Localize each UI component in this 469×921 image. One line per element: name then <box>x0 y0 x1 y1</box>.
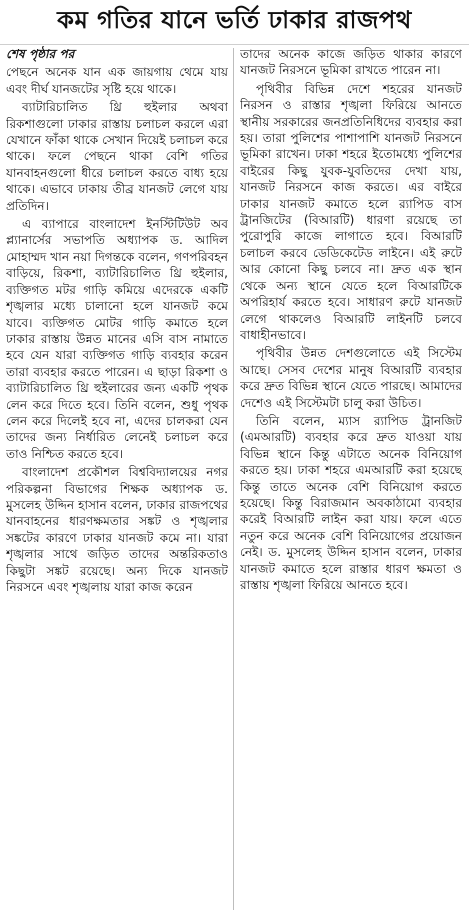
article-paragraph: এ ব্যাপারে বাংলাদেশ ইনস্টিটিউট অব প্ল্যানার্সের সভাপতি অধ্যাপক ড. আদিল মোহাম্মদ খান নয়া দিগন্তকে বলেন, গণপরিবহন বাড়িয়ে, রিকশা, ব্যাটারিচালিত থ্রি হুইলার, ব্যক্তিগত মটর গাড়ি কমিয়ে এদেরকে একটি শৃঙ্খলার মধ্যে চালানো হলে যানজট কমে যাবে। ব্যক্তিগত মোটর গাড়ি কমাতে হলে ঢাকার রাস্তায় উন্নত মানের এসি বাস নামাতে হবে যেন যারা ব্যক্তিগত গাড়ি ব্যবহার করেন তারা ব্যবহার করতে পারেন। এ ছাড়া রিকশা ও ব্যাটারিচালিত থ্রি হুইলারের জন্য একটি পৃথক লেন করে দিতে হবে। তিনি বলেন, শুধু পৃথক লেন করে দিলেই হবে না, এদের চালকরা যেন তাদের জন্য নির্ধারিত লেনেই চলাচল করে তাও নিশ্চিত করতে হবে। <box>6 217 228 461</box>
article-column-left <box>6 46 228 914</box>
article-paragraph: বাংলাদেশ প্রকৌশল বিশ্ববিদ্যালয়ের নগর পরিকল্পনা বিভাগের শিক্ষক অধ্যাপক ড. মুসলেহ উদ্দিন হাসান বলেন, ঢাকার রাজপথের যানবাহনের ধারণক্ষমতার সঙ্কট ও শৃঙ্খলার সঙ্কটের কারণে ঢাকার যানজট কমে না। যারা শৃঙ্খলার সাথে জড়িত তাদের অন্তরিকতাও কিছুটা সঙ্কট রয়েছে। অন্য দিকে যানজট নিরসনে এবং শৃঙ্খলায় যারা কাজ করেন <box>6 465 228 594</box>
article-headline: কম গতির যানে ভর্তি ঢাকার রাজপথ <box>0 0 469 45</box>
article-paragraph: ব্যাটারিচালিত থ্রি হুইলার অথবা রিকশাগুলো ঢাকার রাস্তায় চলাচল করলে এরা যেখানে ফাঁকা থাকে সেখান দিয়েই চলাচল করে থাকে। ফলে পেছনে থাকা বেশি গতির যানবাহনগুলো ধীরে চলাচল করতে বাধ্য হয়ে থাকে। এভাবে ঢাকায় তীব্র যানজট লেগে যায় প্রতিদিন। <box>6 100 228 213</box>
column-divider <box>233 48 234 910</box>
article-paragraph: পেছনে অনেক যান এক জায়গায় থেমে যায় এবং দীর্ঘ যানজটের সৃষ্টি হয়ে থাকে। <box>6 65 228 96</box>
article-paragraph: তিনি বলেন, ম্যাস র‌্যাপিড ট্রানজিট (এমআরটি) ব্যবহার করে দ্রুত যাওয়া যায় বিভিন্ন স্থানে কিন্তু এটাতে অনেক বিনিয়োগ করতে হয়। ঢাকা শহরে এমআরটি করা হয়েছে কিন্তু তাতে অনেক বেশি বিনিয়োগ করতে হয়েছে। কিন্তু বিরাজমান অবকাঠামো ব্যবহার করেই বিআরটি লাইন করা যায়। ফলে এতে নতুন করে অনেক বেশি বিনিয়োগের প্রয়োজন নেই। ড. মুসলেহ উদ্দিন হাসান বলেন, ঢাকার যানজট কমাতে হলে রাস্তার ধারণ ক্ষমতা ও রাস্তায় শৃঙ্খলা ফিরিয়ে আনতে হবে। <box>240 413 462 592</box>
continued-from-label: শেষ পৃষ্ঠার পর <box>6 47 75 61</box>
article-paragraph: পৃথিবীর বিভিন্ন দেশে শহরের যানজট নিরসন ও রাস্তার শৃঙ্খলা ফিরিয়ে আনতে স্থানীয় সরকারের জনপ্রতিনিধিদের ব্যবহার করা হয়। তারা পুলিশের পাশাপাশি যানজট নিরসনে ভূমিকা রাখেন। ঢাকা শহরে ইতোমধ্যে পুলিশের বাইরের কিছু যুবক-যুবতিদের দেখা যায়, যানজট নিরসনে কাজ করতে। এর বাইরে ঢাকার যানজট কমাতে হলে র‌্যাপিড বাস ট্রানজিটের (বিআরটি) ধারণা রয়েছে তা পুরোপুরি কাজে লাগাতে হবে। বিআরটি চলাচল করবে ডেডিকেটেড লাইনে। এই রুটে আর কোনো কিছু চলবে না। দ্রুত এক স্থান থেকে অন্য স্থানে যেতে হলে বিআরটিকে অপরিহার্য করতে হবে। সাধারণ রুটে যানজট লেগে থাকলেও বিআরটি লাইনটি চলবে বাধাহীনভাবে। <box>240 81 462 342</box>
article-paragraph: পৃথিবীর উন্নত দেশগুলোতে এই সিস্টেম আছে। সেসব দেশের মানুষ বিআরটি ব্যবহার করে দ্রুত বিভিন্ন স্থানে যেতে পারছে। আমাদের দেশেও এই সিস্টেমটা চালু করা উচিত। <box>240 346 462 410</box>
article-paragraph: তাদের অনেক কাজে জড়িত থাকার কারণে যানজট নিরসনে ভূমিকা রাখতে পারেন না। <box>240 47 462 78</box>
article-column-right <box>240 46 462 914</box>
